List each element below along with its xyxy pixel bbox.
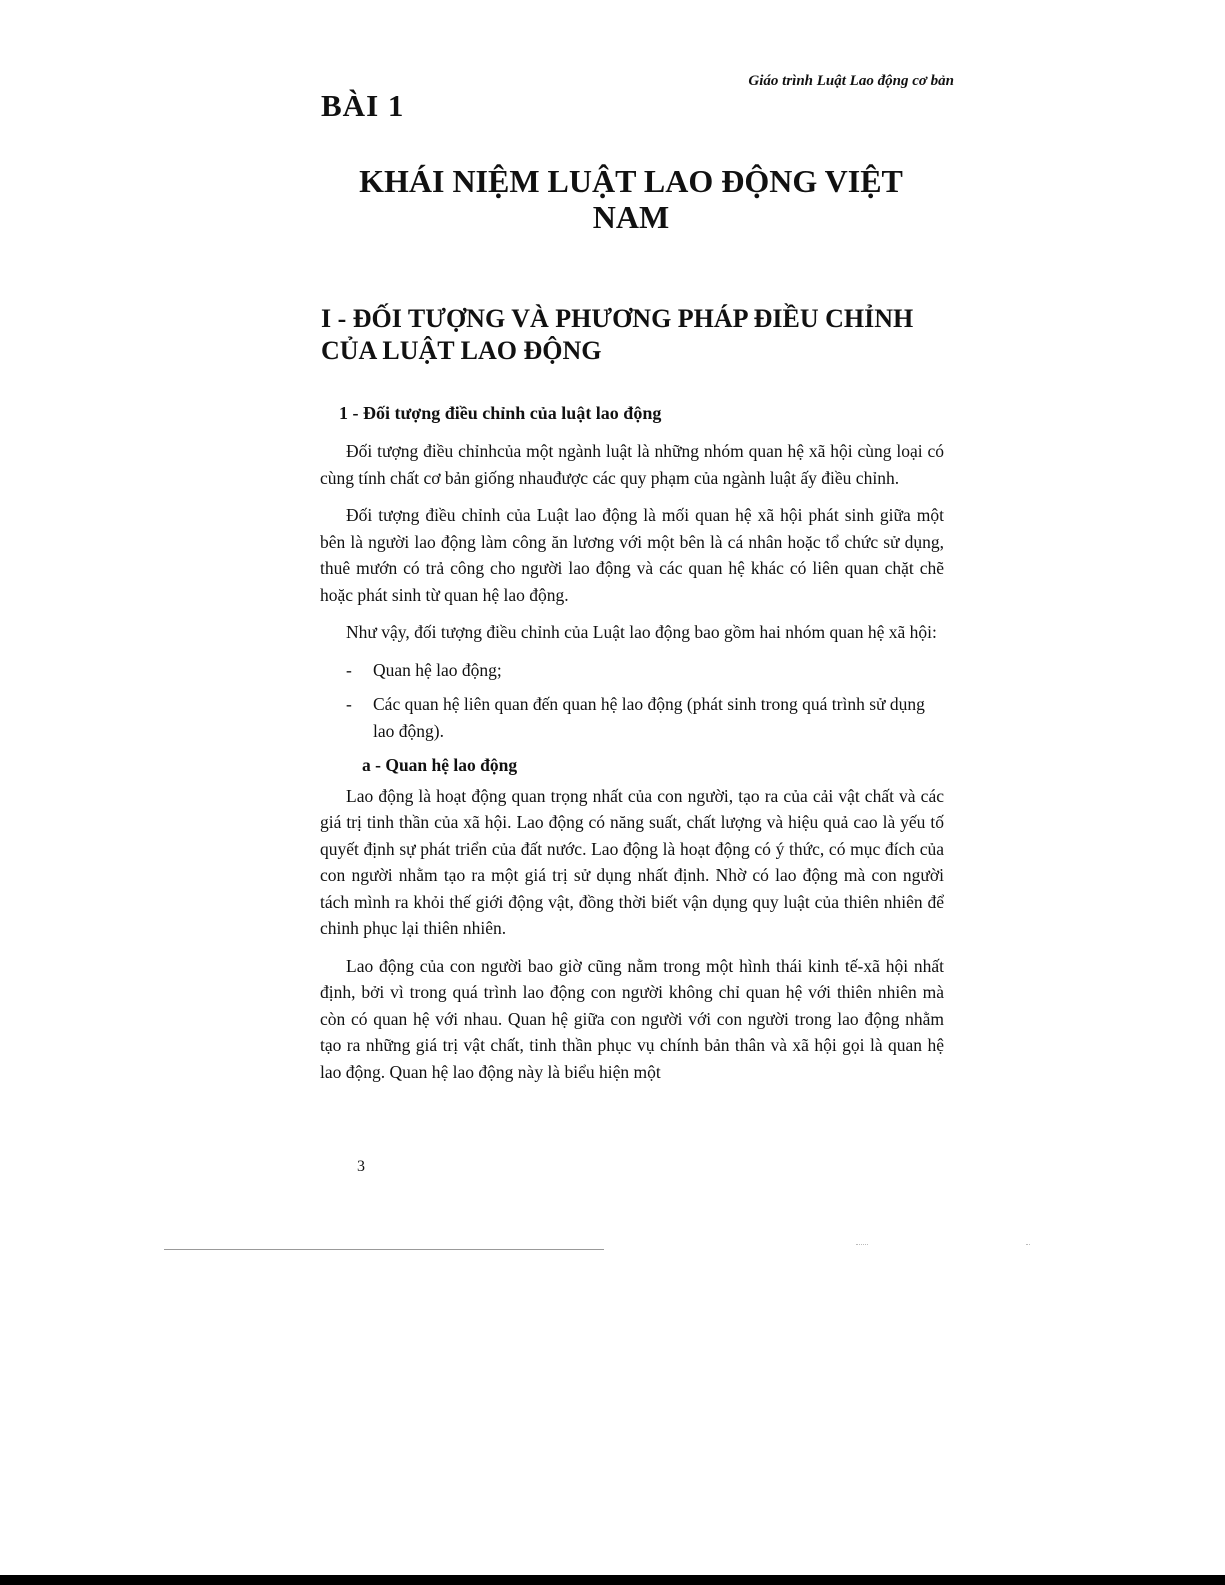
subsection-title: 1 - Đối tượng điều chỉnh của luật lao động (339, 403, 662, 423)
paragraph-2: Đối tượng điều chỉnh của Luật lao động là mối quan hệ xã hội phát sinh giữa một bên là người lao động làm công ăn lương với một bên là cá nhân hoặc tổ chức sử dụng, thuê mướn có trả công cho người lao động và các quan hệ khác có liên quan chặt chẽ hoặc phát sinh từ quan hệ lao động. (320, 505, 944, 605)
relation-list (320, 657, 944, 745)
list-dash: - (346, 694, 352, 714)
list-item (320, 691, 944, 744)
paragraph-5: Lao động của con người bao giờ cũng nằm trong một hình thái kinh tế-xã hội nhất định, bởi vì trong quá trình lao động con người không chỉ quan hệ với thiên nhiên mà còn có quan hệ với nhau. Quan hệ giữa con người với con người trong lao động nhằm tạo ra những giá trị vật chất, tinh thần phục vụ chính bản thân và xã hội gọi là quan hệ lao động. Quan hệ lao động này là biểu hiện một (320, 955, 944, 1082)
list-item-text: Các quan hệ liên quan đến quan hệ lao động (phát sinh trong quá trình sử dụng lao động). (373, 694, 925, 741)
body-text (320, 438, 944, 1096)
section-title-line-1: I - ĐỐI TƯỢNG VÀ PHƯƠNG PHÁP ĐIỀU CHỈNH (321, 304, 914, 333)
list-item-text: Quan hệ lao động; (373, 659, 502, 680)
chapter-title-line-1: KHÁI NIỆM LUẬT LAO ĐỘNG VIỆT (359, 163, 903, 199)
paragraph-1: Đối tượng điều chỉnhcủa một ngành luật là những nhóm quan hệ xã hội cùng loại có cùng tính chất cơ bản giống nhauđược các quy phạm của ngành luật ấy điều chỉnh. (320, 441, 944, 488)
section-title-line-2: CỦA LUẬT LAO ĐỘNG (321, 336, 602, 365)
footer-mark (1026, 1244, 1030, 1246)
paragraph-3: Như vậy, đối tượng điều chỉnh của Luật lao động bao gồm hai nhóm quan hệ xã hội: (346, 622, 937, 642)
footer-mark (856, 1244, 868, 1246)
chapter-title-line-2: NAM (592, 199, 670, 235)
page-number: 3 (357, 1158, 365, 1175)
lesson-label: BÀI 1 (321, 88, 405, 123)
paragraph-4: Lao động là hoạt động quan trọng nhất của con người, tạo ra của cải vật chất và các giá trị tinh thần của xã hội. Lao động có năng suất, chất lượng và hiệu quả cao là yếu tố quyết định sự phát triển của đất nước. Lao động là hoạt động có ý thức, có mục đích của con người nhằm tạo ra một giá trị sử dụng nhất định. Nhờ có lao động mà con người tách mình ra khỏi thế giới động vật, đồng thời biết vận dụng quy luật của thiên nhiên để chinh phục lại thiên nhiên. (320, 785, 944, 938)
list-item (320, 657, 944, 684)
bottom-border (0, 1575, 1225, 1585)
running-header: Giáo trình Luật Lao động cơ bản (748, 73, 954, 89)
footer-rule (164, 1249, 604, 1250)
subheading-a: a - Quan hệ lao động (362, 755, 518, 775)
section-title (321, 303, 951, 367)
chapter-title (320, 163, 942, 235)
list-dash: - (346, 659, 352, 680)
